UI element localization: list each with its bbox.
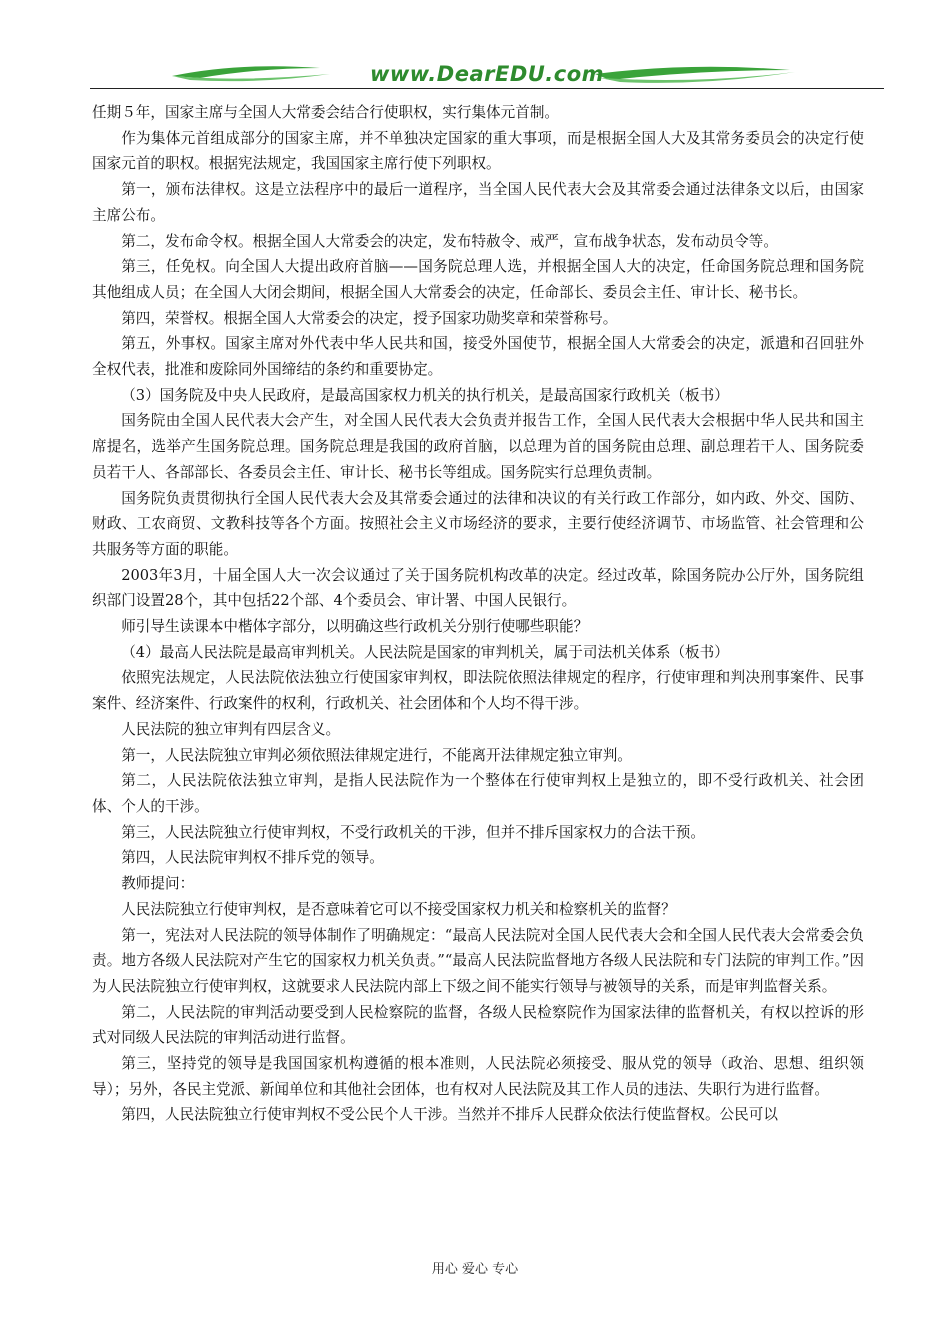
paragraph: 依照宪法规定，人民法院依法独立行使国家审判权，即法院依照法律规定的程序，行使审理和判决刑事案件、民事案件、经济案件、行政案件的权利，行政机关、社会团体和个人均不得干涉。 bbox=[92, 669, 864, 713]
paragraph: 作为集体元首组成部分的国家主席，并不单独决定国家的重大事项，而是根据全国人大及其常务委员会的决定行使国家元首的职权。根据宪法规定，我国国家主席行使下列职权。 bbox=[92, 129, 864, 173]
paragraph: 第四，人民法院独立行使审判权不受公民个人干涉。当然并不排斥人民群众依法行使监督权。公民可以 bbox=[121, 1106, 778, 1124]
paragraph: 第二，发布命令权。根据全国人大常委会的决定，发布特赦令、戒严，宣布战争状态，发布动员令等。 bbox=[121, 232, 778, 250]
site-logo-text: www.DearEDU.com bbox=[369, 62, 605, 86]
paragraph: 第四，荣誉权。根据全国人大常委会的决定，授予国家功勋奖章和荣誉称号。 bbox=[121, 309, 618, 327]
paragraph: 第四，人民法院审判权不排斥党的领导。 bbox=[121, 849, 384, 867]
paragraph: 第二，人民法院依法独立审判，是指人民法院作为一个整体在行使审判权上是独立的，即不受行政机关、社会团体、个人的干涉。 bbox=[92, 772, 864, 815]
section-heading: （3）国务院及中央人民政府，是最高国家权力机关的执行机关，是最高国家行政机关（板书） bbox=[121, 386, 729, 404]
paragraph: 第一，人民法院独立审判必须依照法律规定进行，不能离开法律规定独立审判。 bbox=[121, 746, 632, 764]
page-footer: 用心 爱心 专心 bbox=[431, 1262, 519, 1277]
paragraph: 第一，颁布法律权。这是立法程序中的最后一道程序，当全国人民代表大会及其常委会通过法律条文以后，由国家主席公布。 bbox=[92, 181, 864, 224]
paragraph: 第三，任免权。向全国人大提出政府首脑——国务院总理人选，并根据全国人大的决定，任命国务院总理和国务院其他组成人员；在全国人大闭会期间，根据全国人大常委会的决定，任命部长、委员会主任、审计长、秘书长。 bbox=[92, 258, 864, 301]
paragraph: 第一，宪法对人民法院的领导体制作了明确规定：“最高人民法院对全国人民代表大会和全国人民代表大会常委会负责。地方各级人民法院对产生它的国家权力机关负责。”“最高人民法院监督地方各级人民法院和专门法院的审判工作。”因为人民法院独立行使审判权，这就要求人民法院内部上下级之间不能实行领导与被领导的关系，而是审判监督关系。 bbox=[92, 926, 864, 995]
paragraph: 第三，坚持党的领导是我国国家机构遵循的根本准则，人民法院必须接受、服从党的领导（政治、思想、组织领导）；另外，各民主党派、新闻单位和其他社会团体，也有权对人民法院及其工作人员的违法、失职行为进行监督。 bbox=[92, 1055, 864, 1098]
paragraph: 国务院由全国人民代表大会产生，对全国人民代表大会负责并报告工作，全国人民代表大会根据中华人民共和国主席提名，选举产生国务院总理。国务院总理是我国的政府首脑，以总理为首的国务院由总理、副总理若干人、国务院委员若干人、各部部长、各委员会主任、审计长、秘书长等组成。国务院实行总理负责制。 bbox=[92, 412, 864, 481]
paragraph: 任期５年，国家主席与全国人大常委会结合行使职权，实行集体元首制。 bbox=[92, 104, 560, 121]
paragraph: 第三，人民法院独立行使审判权，不受行政机关的干涉，但并不排斥国家权力的合法干预。 bbox=[121, 823, 705, 841]
document-body bbox=[92, 100, 864, 1128]
paragraph: 第五，外事权。国家主席对外代表中华人民共和国，接受外国使节，根据全国人大常委会的决定，派遣和召回驻外全权代表，批准和废除同外国缔结的条约和重要协定。 bbox=[92, 335, 864, 379]
paragraph: 师引导生读课本中楷体字部分，以明确这些行政机关分别行使哪些职能？ bbox=[121, 618, 589, 636]
header-rule bbox=[90, 88, 884, 89]
section-heading: （4）最高人民法院是最高审判机关。人民法院是国家的审判机关，属于司法机关体系（板书） bbox=[121, 643, 729, 661]
paragraph: 第二，人民法院的审判活动要受到人民检察院的监督，各级人民检察院作为国家法律的监督机关，有权以控诉的形式对同级人民法院的审判活动进行监督。 bbox=[92, 1003, 864, 1047]
paragraph: 人民法院的独立审判有四层含义。 bbox=[121, 720, 341, 738]
paragraph: 人民法院独立行使审判权，是否意味着它可以不接受国家权力机关和检察机关的监督？ bbox=[121, 900, 676, 918]
paragraph: 2003年3月，十届全国人大一次会议通过了关于国务院机构改革的决定。经过改革，除国务院办公厅外，国务院组织部门设置28个，其中包括22个部、4个委员会、审计署、中国人民银行。 bbox=[92, 566, 864, 610]
paragraph: 教师提问： bbox=[121, 875, 195, 893]
paragraph: 国务院负责贯彻执行全国人民代表大会及其常委会通过的法律和决议的有关行政工作部分，如内政、外交、国防、财政、工农商贸、文教科技等各个方面。按照社会主义市场经济的要求，主要行使经济调节、市场监管、社会管理和公共服务等方面的职能。 bbox=[92, 489, 864, 558]
page-header bbox=[90, 56, 884, 92]
